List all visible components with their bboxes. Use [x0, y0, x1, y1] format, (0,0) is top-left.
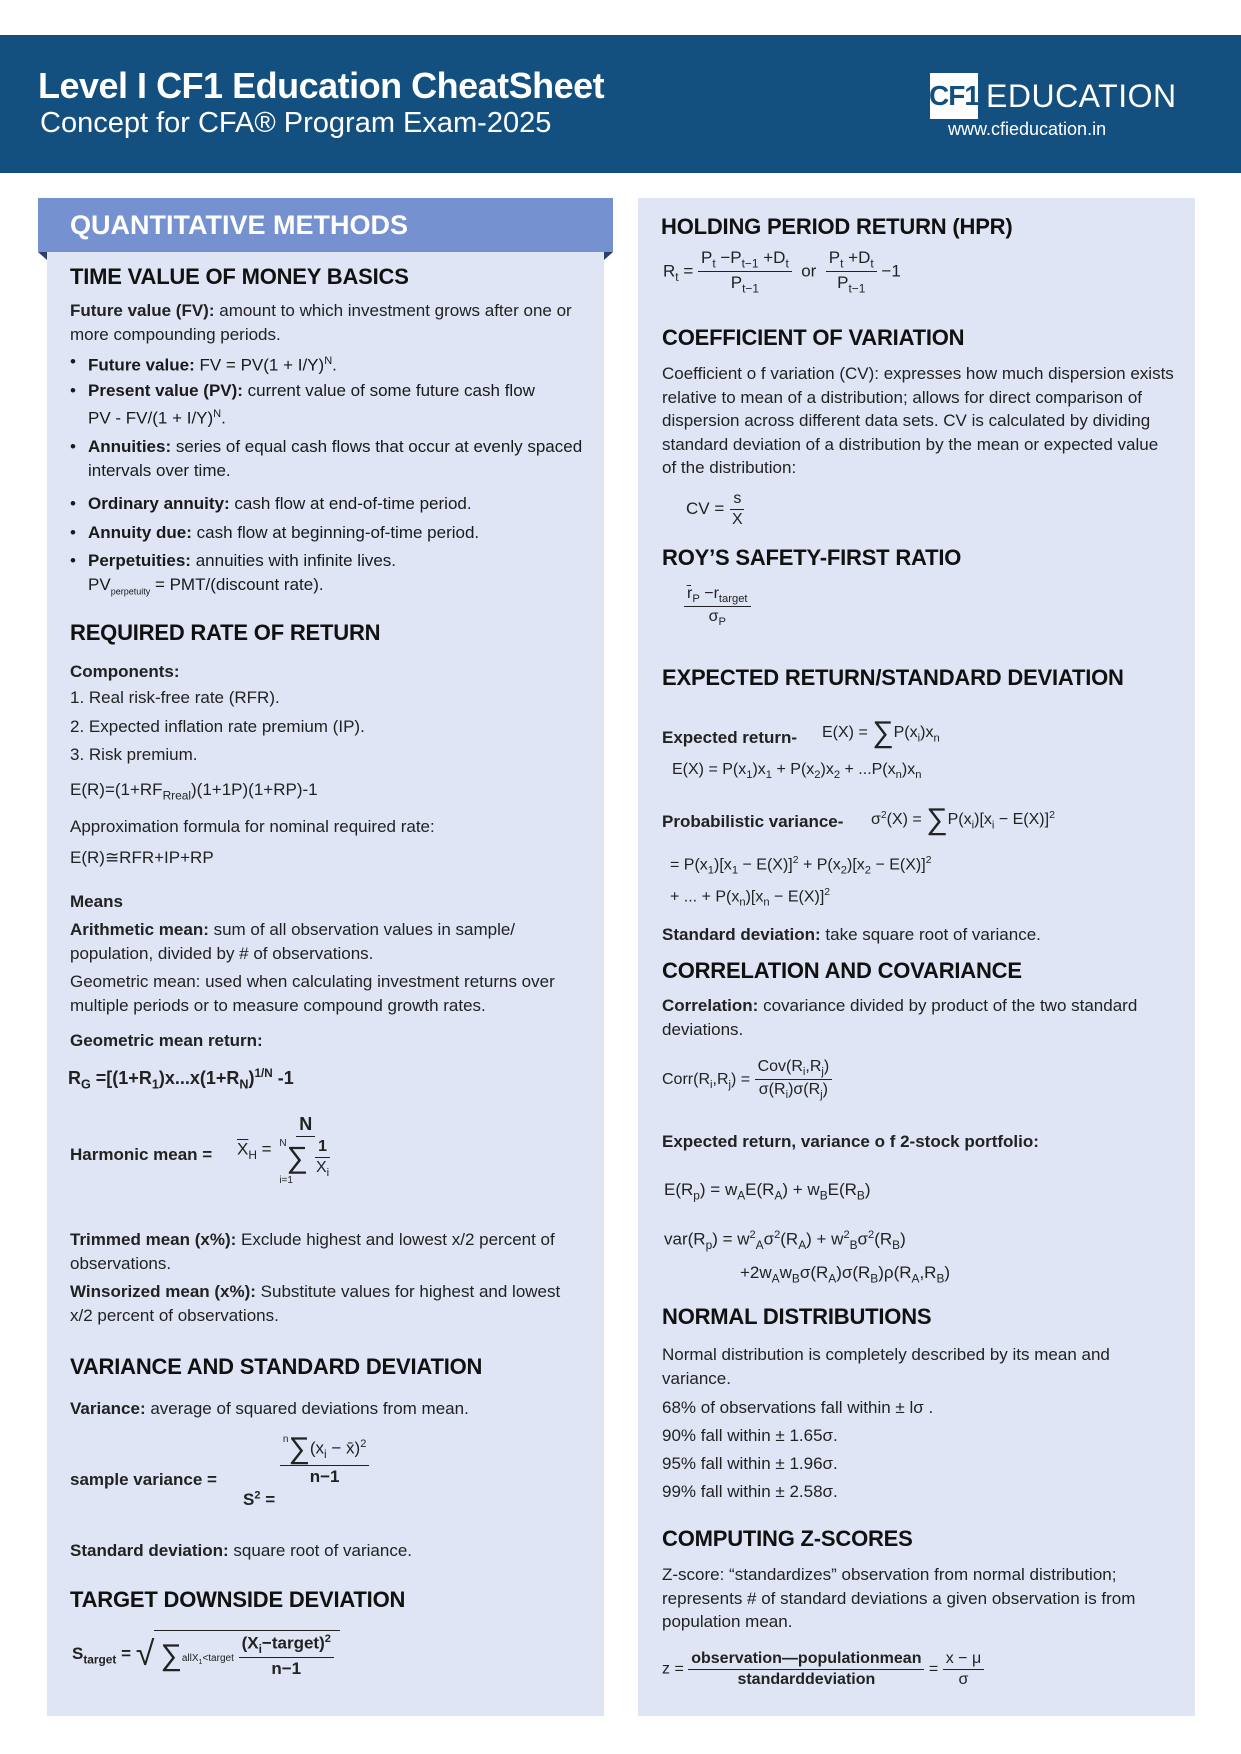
geometric-mean-formula: $R_G =[(1+R_1)x...x(1+R_N)^{1/N}$ -1 — [68, 1067, 294, 1092]
sample-variance-label: sample variance = — [70, 1470, 217, 1489]
cv-heading: COEFFICIENT OF VARIATION — [662, 325, 965, 350]
logo-mark: CF1 — [930, 73, 978, 119]
rrr-heading: REQUIRED RATE OF RETURN — [70, 620, 381, 645]
portfolio-return-formula: $E(R_p) = w_AE(R_A) + w_BE(R_B)$ — [664, 1180, 871, 1203]
brand-logo — [930, 73, 1177, 119]
approx-formula: E(R)≅RFR+IP+RP — [70, 848, 214, 867]
banner-fold-left — [38, 252, 47, 260]
er-expansion: $E(X) = P(x_1)x_1 + P(x_2)x_2 + ...P(x_n)x_n$ — [672, 761, 922, 782]
pv-label: Probabilistic variance- — [662, 812, 844, 831]
tvm-heading: TIME VALUE OF MONEY BASICS — [70, 264, 409, 289]
roy-formula: $\frac{r̄_P -r_{target}}{\sigma_P}$ — [684, 585, 751, 628]
z-text: Z-score: “standardizes” observation from normal distribution; represents # of standard deviations a given observation is from population mean. — [662, 1565, 1136, 1631]
harmonic-formula: $\overline{X}_H$ = N $^N$∑ $\frac{1}{X_i}$ i=1 — [237, 1114, 330, 1187]
harmonic-label: Harmonic mean = — [70, 1145, 213, 1164]
z-heading: COMPUTING Z-SCORES — [662, 1526, 913, 1551]
logo-text: EDUCATION — [986, 77, 1177, 114]
bullet-annuity-due: • Annuity due: cash flow at beginning-of-time period. — [88, 521, 479, 545]
hpr-formula: $R_t$ = $\frac{P_t -P_{t-1} +D_t}{P_{t-1}}$ or $\frac{P_t +D_t}{P_{t-1}}$ −1 — [663, 248, 901, 296]
tdd-formula: $S_{target}$ = √ ∑allX$_1$<target $\frac{(X_i-target)^2}{n-1}$ — [72, 1630, 340, 1679]
nd-heading: NORMAL DISTRIBUTIONS — [662, 1304, 932, 1329]
correlation-text: Correlation: covariance divided by product of the two standard deviations. — [662, 996, 1138, 1039]
bullet-present-value: • Present value (PV): current value of some future cash flow PV - $FV/(1 + I/Y)^N$. — [88, 379, 588, 430]
cc-heading: CORRELATION AND COVARIANCE — [662, 958, 1022, 983]
website-link[interactable]: www.cfieducation.in — [948, 119, 1107, 139]
er-label: Expected return- — [662, 728, 798, 747]
bullet-ordinary-annuity: • Ordinary annuity: cash flow at end-of-time period. — [88, 492, 472, 516]
bullet-perpetuities: • Perpetuities: annuities with infinite lives. $PV_{perpetuity}$ = PMT/(discount rate). — [88, 549, 396, 603]
pv-expansion-2: + ... + $P(x_n)[x_n - E(X)]^2$ — [670, 887, 831, 909]
means-heading: Means — [70, 892, 123, 911]
portfolio-label: Expected return, variance o f 2-stock portfolio: — [662, 1132, 1039, 1151]
arithmetic-mean: Arithmetic mean: sum of all observation values in sample/ population, divided by # of observations. — [70, 920, 516, 963]
winsorized-mean: Winsorized mean (x%): Substitute values for highest and lowest x/2 percent of observations. — [70, 1282, 561, 1325]
fv-definition: Future value (FV): amount to which investment grows after one or more compounding periods. — [70, 301, 572, 344]
roy-heading: ROY’S SAFETY-FIRST RATIO — [662, 545, 962, 570]
gmr-label: Geometric mean return: — [70, 1031, 263, 1050]
er-formula: $E(X) = \sum P(x_i)x_n$ — [822, 716, 940, 749]
section-banner: QUANTITATIVE METHODS — [38, 198, 613, 252]
variance-definition: Variance: average of squared deviations from mean. — [70, 1399, 469, 1418]
z-formula: z = $\frac{\text{observation—populationmean}}{\text{standarddeviation}}$ = $\frac{x - \mu}{\sigma}$ — [662, 1650, 984, 1689]
ers-heading: EXPECTED RETURN/STANDARD DEVIATION — [662, 665, 1124, 690]
bullet-annuities: • Annuities: series of equal cash flows that occur at evenly spaced intervals over time. — [88, 435, 588, 482]
banner-fold-right — [604, 252, 613, 260]
nd-line-2: 90% fall within ± 1.65σ. — [662, 1426, 838, 1445]
cv-text: Coefficient o f variation (CV): expresses how much dispersion exists relative to mean of a distribution; allows for direct comparison of dispersion across different data sets. CV is calculated by dividing standard deviation of a distribution by the mean or expected value of the distribution: — [662, 364, 1174, 477]
page-title: Level I CF1 Education CheatSheet — [38, 65, 605, 106]
nd-text: Normal distribution is completely described by its mean and variance. — [662, 1345, 1110, 1388]
variance-heading: VARIANCE AND STANDARD DEVIATION — [70, 1354, 483, 1379]
nd-line-1: 68% of observations fall within ± lσ . — [662, 1398, 934, 1417]
tdd-heading: TARGET DOWNSIDE DEVIATION — [70, 1587, 406, 1612]
sd-definition: Standard deviation: square root of variance. — [70, 1541, 413, 1560]
page-header — [0, 35, 1241, 173]
nd-line-4: 99% fall within ± 2.58σ. — [662, 1482, 838, 1501]
correlation-formula: $Corr(R_i,R_j)$ = $\frac{Cov(R_i,R_j)}{\sigma(R_i)\sigma(R_j)}$ — [662, 1058, 832, 1101]
required-return-formula: $E(R)=(1+RF_{Rreal})(1+1P)(1+RP)-1$ — [70, 780, 318, 803]
components-label: Components: — [70, 662, 180, 681]
approx-text: Approximation formula for nominal required rate: — [70, 817, 435, 836]
hpr-heading: HOLDING PERIOD RETURN (HPR) — [661, 214, 1013, 239]
portfolio-variance-formula: $var(R_p) = w^2_A\sigma^2(R_A) + w^2_B\sigma^2(R_B)$ — [664, 1229, 906, 1253]
component-2: 2. Expected inflation rate premium (IP). — [70, 717, 365, 736]
sample-variance-formula: $S^2$ = $\frac{^n\sum(x_i - x̄)^2}{n-1}$ — [243, 1434, 369, 1487]
portfolio-variance-formula-2: $+2w_Aw_B\sigma(R_A)\sigma(R_B)\rho(R_A,R_B)$ — [740, 1263, 951, 1286]
sd-text-right: Standard deviation: take square root of variance. — [662, 925, 1041, 944]
pv-expansion-1: = $P(x_1)[x_1 - E(X)]^2 + P(x_2)[x_2 - E(X)]^2$ — [670, 855, 932, 877]
pv-formula: $\sigma^2(X) = \sum P(x_i)[x_i - E(X)]^2$ — [871, 803, 1055, 836]
nd-line-3: 95% fall within ± 1.96σ. — [662, 1454, 838, 1473]
geometric-mean: Geometric mean: used when calculating investment returns over multiple periods or to measure compound growth rates. — [70, 972, 555, 1015]
component-1: 1. Real risk-free rate (RFR). — [70, 688, 280, 707]
trimmed-mean: Trimmed mean (x%): Exclude highest and lowest x/2 percent of observations. — [70, 1230, 555, 1273]
page-subtitle: Concept for CFA® Program Exam-2025 — [40, 107, 552, 139]
component-3: 3. Risk premium. — [70, 745, 198, 764]
bullet-future-value: • Future value: FV = $PV(1 + I/Y)^N$. — [88, 350, 337, 377]
cv-formula: CV = $\frac{s}{X}$ — [686, 490, 743, 528]
